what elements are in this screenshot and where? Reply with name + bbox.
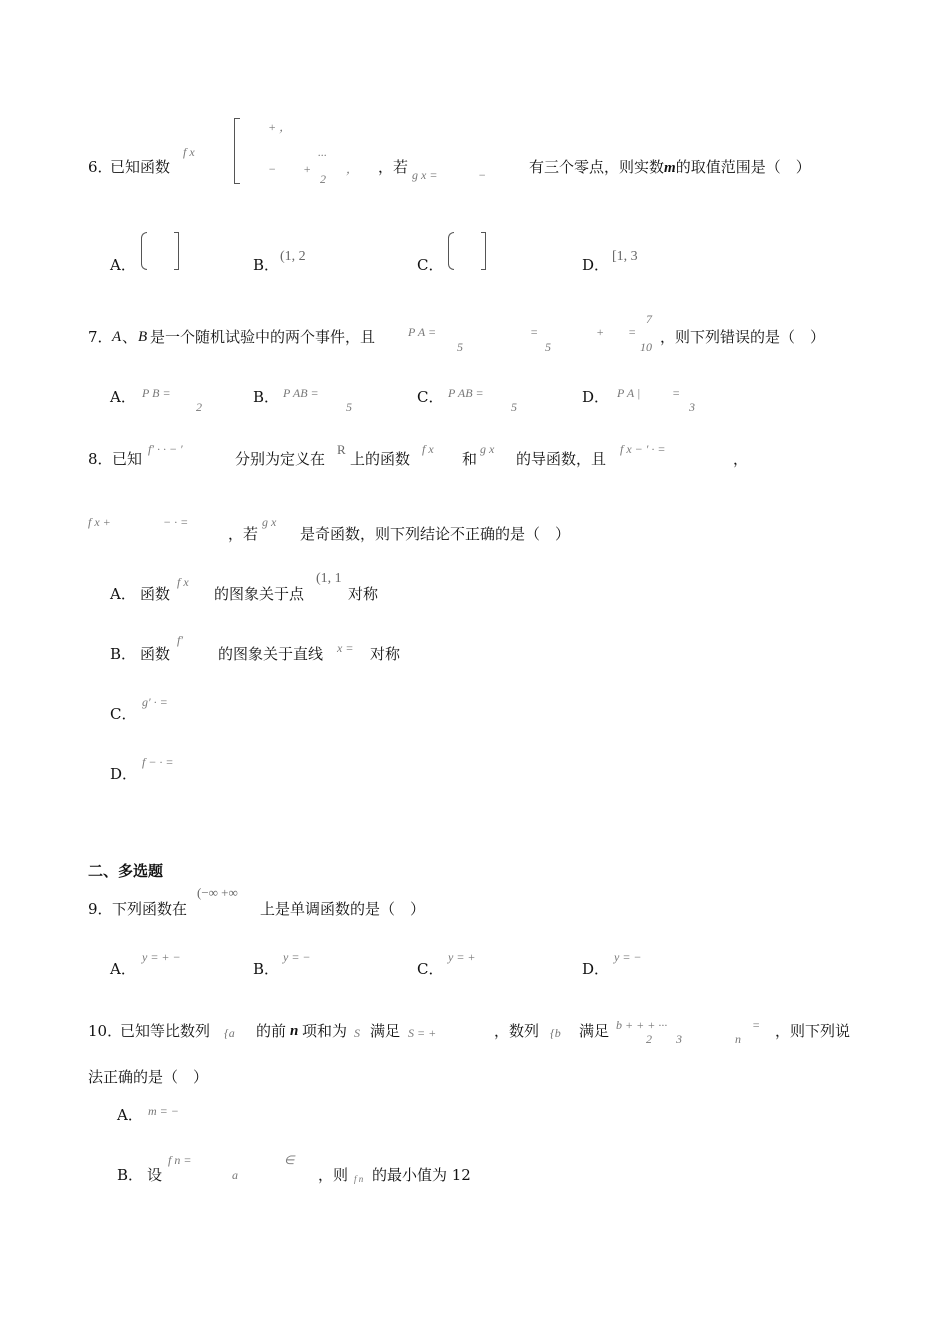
q7-frac1-den: 5 [457,340,463,354]
q6-option-a-paren [141,232,147,270]
q6-piecewise-brace [234,118,240,184]
q10-text-3: 满足 [370,1022,401,1040]
q10-b-sum: b + + + ··· [616,1018,668,1032]
q8-math-3: g x [480,442,495,456]
q6-option-d-math: [1, 3 [612,249,638,264]
q9-option-b-label[interactable]: B． [253,960,280,978]
q10-option-b-text-1: 设 [147,1166,163,1184]
q8-option-a-math-1: f x [177,575,189,589]
q9-interval: (−∞ +∞ [197,885,238,900]
q10-option-b-label[interactable]: B． [117,1166,144,1184]
q7-option-d-label[interactable]: D． [582,388,610,406]
q7-option-a-label[interactable]: A． [110,388,136,406]
q8-option-b-math-2: x = [337,641,354,655]
q6-option-a-label[interactable]: A． [110,256,136,274]
q10-option-a-label[interactable]: A． [117,1106,143,1124]
q7-option-d-den: 3 [689,400,695,414]
q6-option-a-bracket [174,232,179,270]
q8-option-d-label[interactable]: D． [110,765,138,783]
q8-option-d-math: f − · = [142,755,174,769]
q7-text: 是一个随机试验中的两个事件，且 [150,328,376,346]
q8-option-a-math-2: (1, 1 [316,571,342,586]
q10-sum-eq: S = + [408,1026,437,1040]
q7-var-a: A [112,329,122,345]
q8-option-a-text-3: 对称 [348,585,379,603]
q8-text-5: ， [733,450,749,468]
q6-option-c-paren [448,232,454,270]
q6-case2b: + [303,162,312,176]
q6-case2-frac-top: ... [318,145,327,159]
q8-option-b-text-1: 函数 [140,645,171,663]
q10-text-2: 项和为 [302,1022,348,1040]
q6-number: 6． [88,158,113,176]
q10-option-b-math-1: f n = [168,1153,192,1167]
q8-option-b-math-1: f′ [177,633,183,647]
q8-option-a-text-2: 的图象关于点 [214,585,305,603]
q7-text-post: ，则下列错误的是（ ） [660,328,826,346]
q9-option-a-math: y = + − [142,950,181,964]
q10-option-b-math-3: ∈ [284,1153,295,1167]
q7-option-b-den: 5 [346,400,352,414]
q8-text-2: 上的函数 [350,450,411,468]
q6-option-b-math: (1, 2 [280,249,306,264]
q7-option-b-label[interactable]: B． [253,388,280,406]
q10-text-5: 满足 [579,1022,610,1040]
q6-g-tail: − [478,168,487,182]
q8-math-1: f′ · · − ′ [148,442,183,456]
q7-option-c-den: 5 [511,400,517,414]
q9-option-b-math: y = − [283,950,311,964]
q10-line-2: 法正确的是（ ） [88,1068,209,1086]
q10-number: 10． [88,1022,123,1040]
q8-option-c-label[interactable]: C． [110,705,137,723]
q6-option-c-label[interactable]: C． [417,256,444,274]
q7-pa: P A = [408,325,437,339]
q9-option-c-label[interactable]: C． [417,960,444,978]
q7-eq2: = [530,325,539,339]
q9-text-post: 上是单调函数的是（ ） [260,900,426,918]
q9-text-pre: 下列函数在 [112,900,188,918]
q8-option-b-text-3: 对称 [370,645,401,663]
q7-var-b: B [138,329,148,345]
q6-text-post-a: 有三个零点，则实数m的取值范围是（ ） [529,158,811,176]
q8-option-b-text-2: 的图象关于直线 [218,645,324,663]
q9-option-c-math: y = + [448,950,476,964]
q7-frac2-den: 5 [545,340,551,354]
q6-text-mid: ，若 [378,158,409,176]
q6-case2-tail: ， [346,162,359,176]
q6-var-m: m [664,160,676,176]
q10-seq-a: {a [224,1026,235,1040]
q7-option-a-math: P B = [142,386,171,400]
q8-option-c-math: g′ · = [142,695,168,709]
q8-text-3: 和 [462,450,478,468]
q6-option-b-label[interactable]: B． [253,256,280,274]
q10-text-6: ，则下列说 [775,1022,851,1040]
q10-b-den-3: 3 [676,1032,682,1046]
q7-option-c-math: P AB = [448,386,484,400]
q10-option-b-text-3: 的最小值为 12 [372,1166,471,1184]
q10-b-den-2: 2 [646,1032,652,1046]
q10-text-1: 的前 [256,1022,287,1040]
q10-option-b-math-4: f n [354,1174,364,1184]
q6-option-c-bracket [481,232,486,270]
q6-text-pre: 已知函数 [110,158,171,176]
q10-b-eq: = [752,1018,761,1032]
q10-option-a-math: m = − [148,1104,179,1118]
q6-case2a: − [268,162,277,176]
q8-math-4: f x − ′ · = [620,442,666,456]
q10-option-b-text-2: ，则 [318,1166,349,1184]
q7-frac3-top: 7 [646,312,652,326]
q6-case1: + ， [268,120,292,134]
section-2-heading: 二、多选题 [88,862,164,880]
q10-sum-s: S [354,1026,360,1040]
q8-text-1: 分别为定义在 [235,450,326,468]
q8-line2-math-1: f x + [88,515,111,529]
q8-option-a-label[interactable]: A． [110,585,136,603]
q10-var-n: n [290,1023,299,1039]
q7-option-d-eq: = [672,386,681,400]
q8-line2-math-3: g x [262,515,277,529]
q10-text-pre: 已知等比数列 [120,1022,211,1040]
q7-option-a-den: 2 [196,400,202,414]
q7-number: 7． [88,328,113,346]
q6-gx: g x = [412,168,438,182]
q8-pre: 已知 [112,450,143,468]
q8-line2-math-2: − · = [163,515,189,529]
q6-option-d-label[interactable]: D． [582,256,610,274]
q8-line2-text-2: 是奇函数，则下列结论不正确的是（ ） [300,525,571,543]
q7-option-d-math: P A | [617,386,641,400]
q9-option-d-math: y = − [614,950,642,964]
q10-b-den-n: n [735,1032,741,1046]
q8-text-4: 的导函数，且 [516,450,607,468]
q10-seq-b: {b [550,1026,561,1040]
q9-number: 9． [88,900,113,918]
q6-fx: f x [183,145,195,159]
q7-option-c-label[interactable]: C． [417,388,444,406]
q8-option-b-label[interactable]: B． [110,645,137,663]
q7-eq3: = [628,325,637,339]
q9-option-a-label[interactable]: A． [110,960,136,978]
q7-sep: 、 [122,328,138,346]
q8-option-a-text-1: 函数 [140,585,171,603]
q8-real-set: R [337,442,346,457]
q8-line2-text-1: ，若 [228,525,259,543]
q8-math-2: f x [422,442,434,456]
q10-text-4: ，数列 [494,1022,540,1040]
q8-number: 8． [88,450,113,468]
q10-option-b-math-2: a [232,1168,238,1182]
q7-frac3-den: 10 [640,340,652,354]
q6-case2-frac-den: 2 [320,172,326,186]
q7-plus: + [596,325,605,339]
q9-option-d-label[interactable]: D． [582,960,610,978]
q7-option-b-math: P AB = [283,386,319,400]
